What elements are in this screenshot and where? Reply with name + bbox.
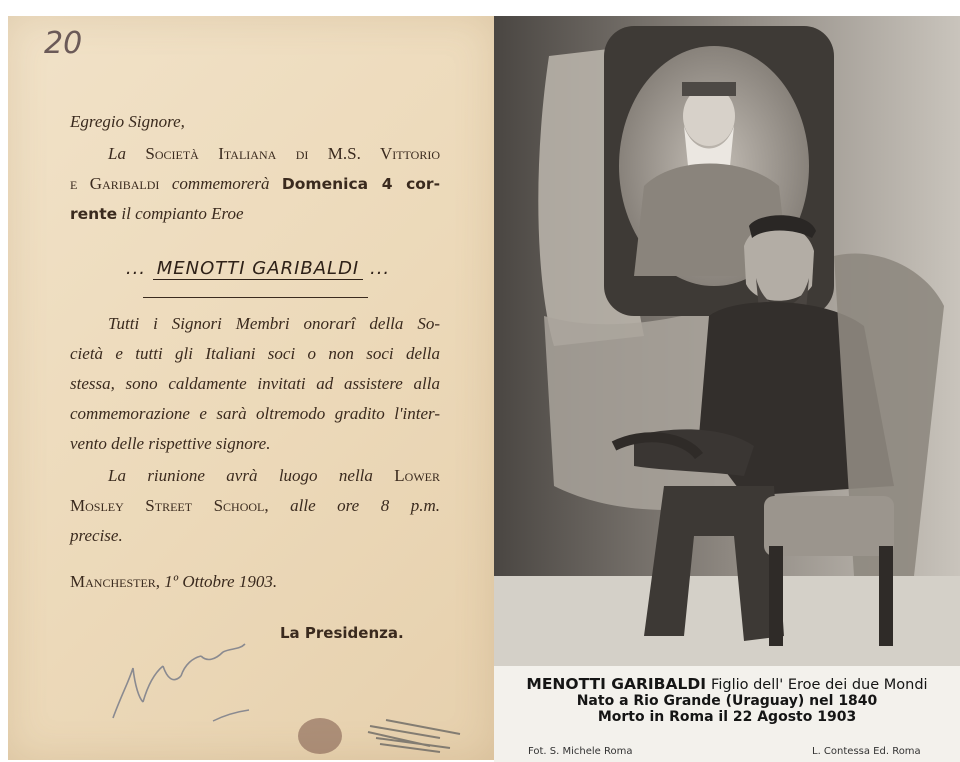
paragraph-1-line-1: La Società Italiana di M.S. Vittorio (108, 144, 440, 163)
meeting-line-3: precise. (70, 526, 123, 545)
paragraph-1-line-3: rente il compianto Eroe (70, 204, 244, 223)
body-line-1: Tutti i Signori Membri onorarî della So- (108, 314, 440, 333)
signature: La Presidenza. (280, 624, 404, 642)
salutation: Egregio Signore, (70, 112, 185, 131)
meeting-line-2: Mosley Street School, alle ore 8 p.m. (70, 496, 440, 515)
meeting-line-1: La riunione avrà luogo nella Lower (108, 466, 440, 485)
body-line-4: commemorazione e sarà oltremodo gradito l'inter- (70, 404, 440, 423)
caption-line-3: Morto in Roma il 22 Agosto 1903 (597, 709, 857, 725)
body-line-5: vento delle rispettive signore. (70, 434, 271, 453)
title-underline (143, 297, 368, 298)
postcard (494, 16, 960, 762)
caption-line-1: MENOTTI GARIBALDI Figlio dell' Eroe dei due Mondi (526, 675, 928, 693)
body-line-2: cietà e tutti gli Italiani soci o non soci della (70, 344, 440, 363)
place-date: Manchester, 1º Ottobre 1903. (70, 572, 278, 591)
portrait-photograph (494, 16, 960, 666)
honoree-title: ... MENOTTI GARIBALDI ... (125, 258, 391, 279)
photo-illustration (494, 16, 960, 666)
postcard-caption (494, 676, 960, 725)
ink-smudge-marks (290, 706, 470, 758)
handwritten-number: 20 (44, 26, 83, 61)
pencil-signature-scribble (103, 626, 263, 736)
body-line-3: stessa, sono caldamente invitati ad assistere alla (70, 374, 440, 393)
photographer-credit: Fot. S. Michele Roma (528, 746, 633, 757)
caption-line-2: Nato a Rio Grande (Uraguay) nel 1840 (576, 693, 878, 709)
invitation-card (8, 16, 495, 760)
paragraph-1-line-2: e Garibaldi commemorerà Domenica 4 cor- (70, 174, 441, 193)
publisher-credit: L. Contessa Ed. Roma (812, 746, 921, 757)
